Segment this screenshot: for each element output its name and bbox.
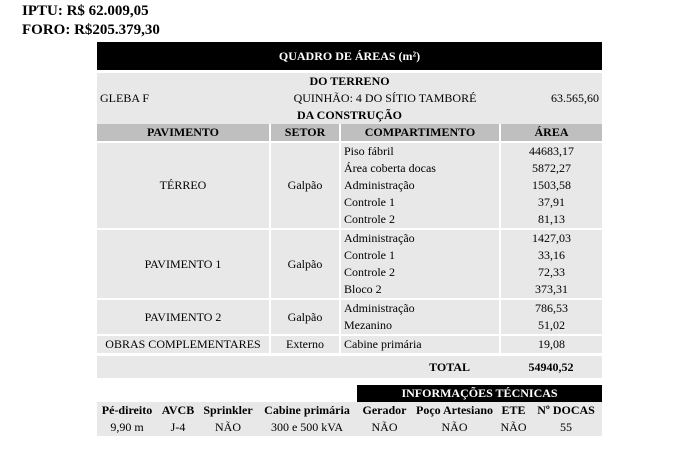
info-value-cabine-primaria: 300 e 500 kVA — [270, 420, 344, 434]
info-header-ete: ETE — [501, 403, 526, 417]
pavimento-cell: PAVIMENTO 1 — [97, 229, 270, 299]
area-cell: 72,33 — [500, 264, 602, 281]
compartimento-cell: Cabine primária — [340, 335, 500, 353]
compartimento-cell: Controle 1 — [340, 194, 500, 211]
info-header-docas: Nº DOCAS — [537, 403, 595, 417]
compartimento-cell: Piso fábril — [340, 142, 500, 160]
info-header-poco-artesiano: Poço Artesiano — [416, 403, 493, 417]
area-cell: 19,08 — [500, 335, 602, 353]
table-row — [97, 142, 602, 160]
area-cell: 786,53 — [500, 299, 602, 317]
quadro-title: QUADRO DE ÁREAS (m²) — [97, 42, 602, 70]
iptu-value: IPTU: R$ 62.009,05 — [22, 3, 149, 19]
pavimento-cell: TÉRREO — [97, 142, 270, 229]
area-cell: 81,13 — [500, 211, 602, 229]
foro-value: FORO: R$205.379,30 — [22, 22, 160, 38]
area-cell: 1503,58 — [500, 177, 602, 194]
column-header-compartimento: COMPARTIMENTO — [340, 124, 500, 142]
info-value-avcb: J-4 — [170, 420, 186, 434]
informacoes-tecnicas-table — [97, 385, 602, 436]
setor-cell: Galpão — [270, 229, 340, 299]
info-value-pe-direito: 9,90 m — [110, 420, 144, 434]
setor-cell: Galpão — [270, 299, 340, 335]
compartimento-cell: Administração — [340, 229, 500, 247]
compartimento-cell: Bloco 2 — [340, 281, 500, 299]
area-cell: 5872,27 — [500, 160, 602, 177]
info-header-gerador: Gerador — [362, 403, 407, 417]
compartimento-cell: Área coberta docas — [340, 160, 500, 177]
compartimento-cell: Mezanino — [340, 317, 500, 335]
compartimento-cell: Controle 2 — [340, 264, 500, 281]
info-header-cabine-primaria: Cabine primária — [264, 403, 350, 417]
area-cell: 373,31 — [500, 281, 602, 299]
gleba-label: GLEBA F — [100, 91, 150, 105]
compartimento-cell: Controle 1 — [340, 247, 500, 264]
gleba-area: 63.565,60 — [551, 91, 600, 105]
info-header-pe-direito: Pé-direito — [101, 403, 153, 417]
column-header-area: ÁREA — [500, 124, 602, 142]
total-value: 54940,52 — [528, 359, 574, 374]
area-cell: 37,91 — [500, 194, 602, 211]
info-value-sprinkler: NÃO — [215, 420, 241, 434]
table-row — [97, 299, 602, 317]
terreno-title: DO TERRENO — [309, 74, 390, 88]
area-cell: 33,16 — [500, 247, 602, 264]
total-label: TOTAL — [429, 359, 470, 374]
info-header-avcb: AVCB — [161, 403, 195, 417]
construcao-title: DA CONSTRUÇÃO — [297, 108, 403, 122]
table-row — [97, 229, 602, 247]
pavimento-cell: PAVIMENTO 2 — [97, 299, 270, 335]
info-value-poco-artesiano: NÃO — [441, 420, 468, 434]
info-value-docas: 55 — [560, 420, 572, 434]
column-header-setor: SETOR — [270, 124, 340, 142]
quadro-de-areas-table — [97, 42, 602, 378]
setor-cell: Galpão — [270, 142, 340, 229]
info-title: INFORMAÇÕES TÉCNICAS — [357, 385, 602, 402]
quinhao-text: QUINHÃO: 4 DO SÍTIO TAMBORÉ — [293, 91, 477, 105]
info-value-ete: NÃO — [500, 420, 527, 434]
compartimento-cell: Administração — [340, 299, 500, 317]
area-cell: 1427,03 — [500, 229, 602, 247]
pavimento-cell: OBRAS COMPLEMENTARES — [97, 335, 270, 353]
table-row — [97, 335, 602, 353]
compartimento-cell: Controle 2 — [340, 211, 500, 229]
area-cell: 44683,17 — [500, 142, 602, 160]
info-header-sprinkler: Sprinkler — [203, 403, 253, 417]
info-value-gerador: NÃO — [371, 420, 398, 434]
setor-cell: Externo — [270, 335, 340, 353]
area-cell: 51,02 — [500, 317, 602, 335]
column-header-pavimento: PAVIMENTO — [97, 124, 270, 142]
compartimento-cell: Administração — [340, 177, 500, 194]
